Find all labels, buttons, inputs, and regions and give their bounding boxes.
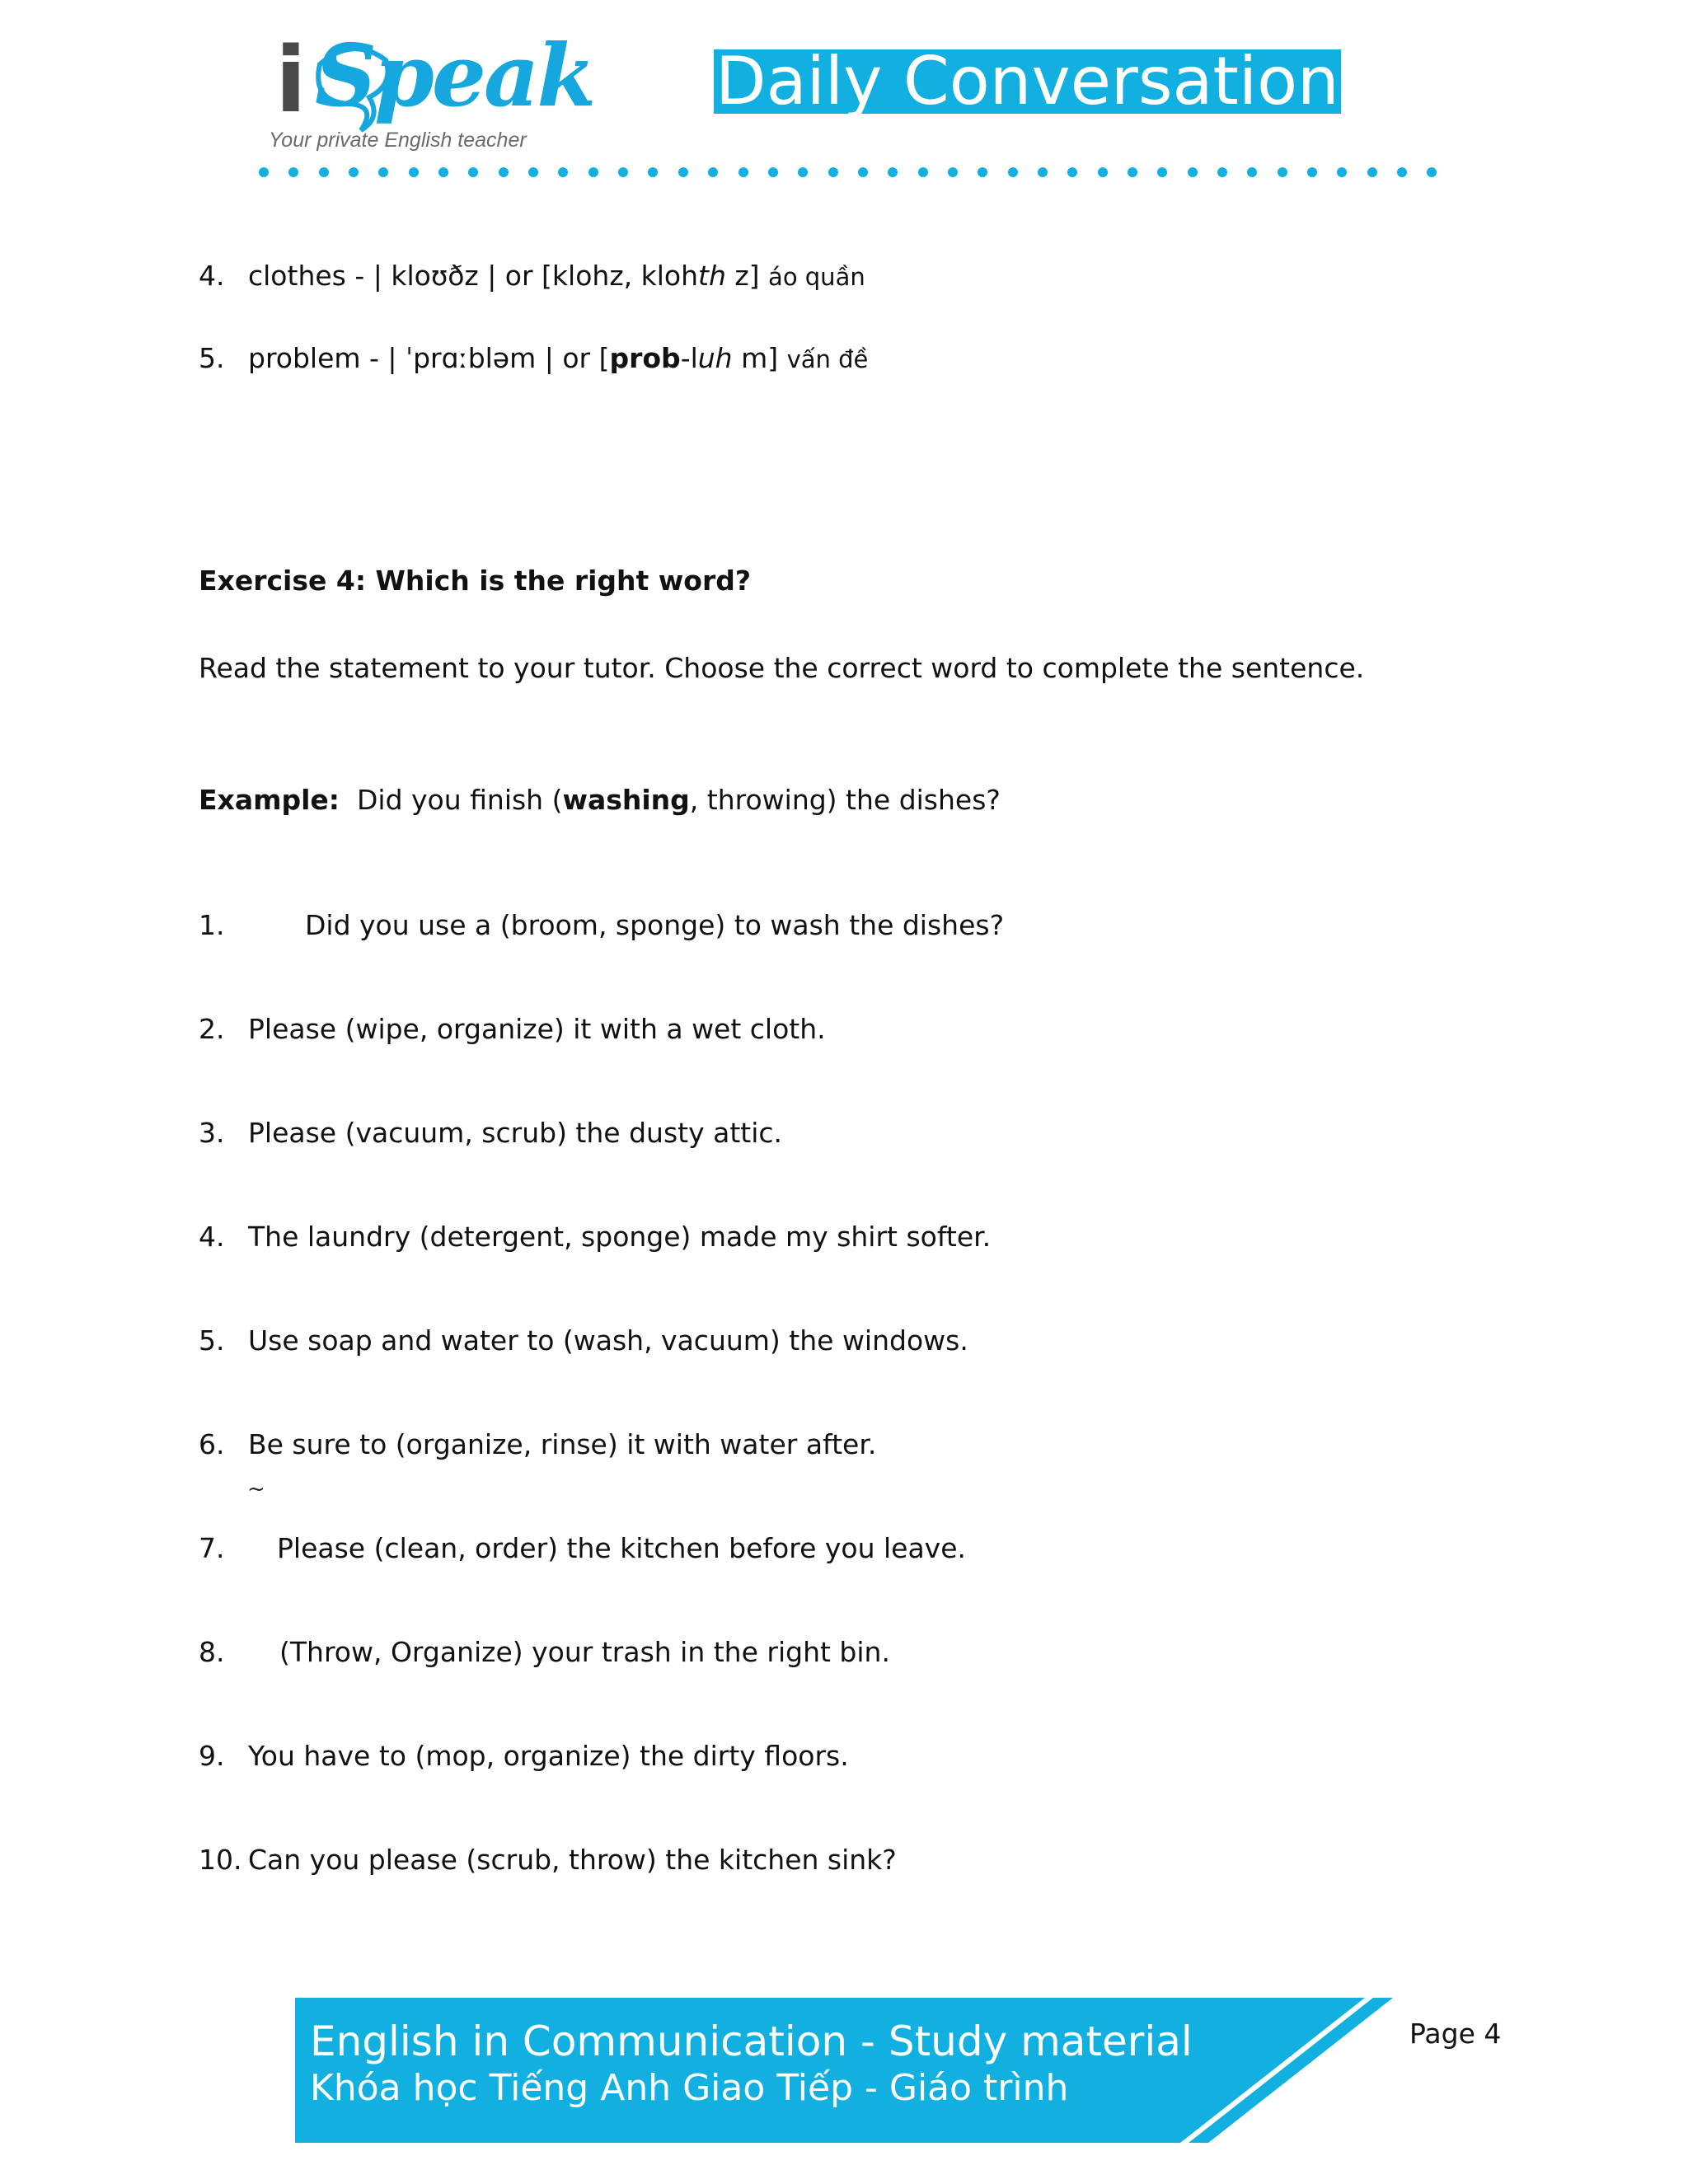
pronunciation-text: problem - | ˈprɑːbləm | or [ (248, 342, 610, 374)
pronunciation-text-end: z] (725, 260, 769, 292)
example-text-end: , throwing) the dishes? (689, 784, 1001, 816)
footer-subtitle: Khóa học Tiếng Anh Giao Tiếp - Giáo trình (310, 2067, 1069, 2109)
item-text: (Throw, Organize) your trash in the right bin. (279, 1636, 890, 1668)
item-number: 5. (199, 342, 225, 374)
pronunciation-italic: th (698, 260, 726, 292)
item-text: You have to (mop, organize) the dirty floors. (248, 1740, 849, 1772)
example-answer: washing (562, 784, 690, 816)
item-number: 6. (199, 1428, 225, 1460)
pronunciation-bold: prob (609, 342, 681, 374)
item-number: 5. (199, 1324, 225, 1357)
exercise-instruction: Read the statement to your tutor. Choose the correct word to complete the sentence. (199, 652, 1365, 684)
page-title: Daily Conversation (715, 43, 1339, 120)
item-number: 4. (199, 1221, 225, 1253)
item-number: 3. (199, 1117, 225, 1149)
item-text: Be sure to (organize, rinse) it with water after. (248, 1428, 877, 1460)
item-number: 8. (199, 1636, 225, 1668)
item-number: 9. (199, 1740, 225, 1772)
item-number: 4. (199, 260, 225, 292)
item-text: The laundry (detergent, sponge) made my shirt softer. (248, 1221, 992, 1253)
item-number: 10. (199, 1844, 242, 1876)
pronunciation-italic: uh (697, 342, 733, 374)
pronunciation-text-end: m] (732, 342, 787, 374)
item-text: Please (clean, order) the kitchen before you leave. (277, 1532, 967, 1564)
vietnamese-meaning: áo quần (768, 263, 865, 291)
item-text: Use soap and water to (wash, vacuum) the windows. (248, 1324, 968, 1357)
item-text: Did you use a (broom, sponge) to wash the dishes? (305, 909, 1005, 941)
pronunciation-text: clothes - | kloʊðz | or [klohz, kloh (248, 260, 698, 292)
exercise-heading: Exercise 4: Which is the right word? (199, 565, 752, 597)
logo-speak: Speak (315, 25, 594, 126)
pronunciation-mid: -l (680, 342, 698, 374)
footer-title: English in Communication - Study material (310, 2018, 1193, 2065)
logo-i: i (275, 27, 307, 133)
example-text: Did you finish ( (356, 784, 563, 816)
example-label: Example: (199, 784, 340, 816)
item-number: 2. (199, 1013, 225, 1045)
stray-mark: ~ (247, 1477, 265, 1502)
page-number: Page 4 (1409, 2018, 1502, 2050)
item-number: 7. (199, 1532, 225, 1564)
item-text: Please (wipe, organize) it with a wet cloth. (248, 1013, 826, 1045)
item-text: Can you please (scrub, throw) the kitchen sink? (248, 1844, 897, 1876)
item-text: Please (vacuum, scrub) the dusty attic. (248, 1117, 782, 1149)
vietnamese-meaning: vấn đề (786, 345, 869, 373)
item-number: 1. (199, 909, 225, 941)
logo-tagline: Your private English teacher (269, 129, 527, 152)
